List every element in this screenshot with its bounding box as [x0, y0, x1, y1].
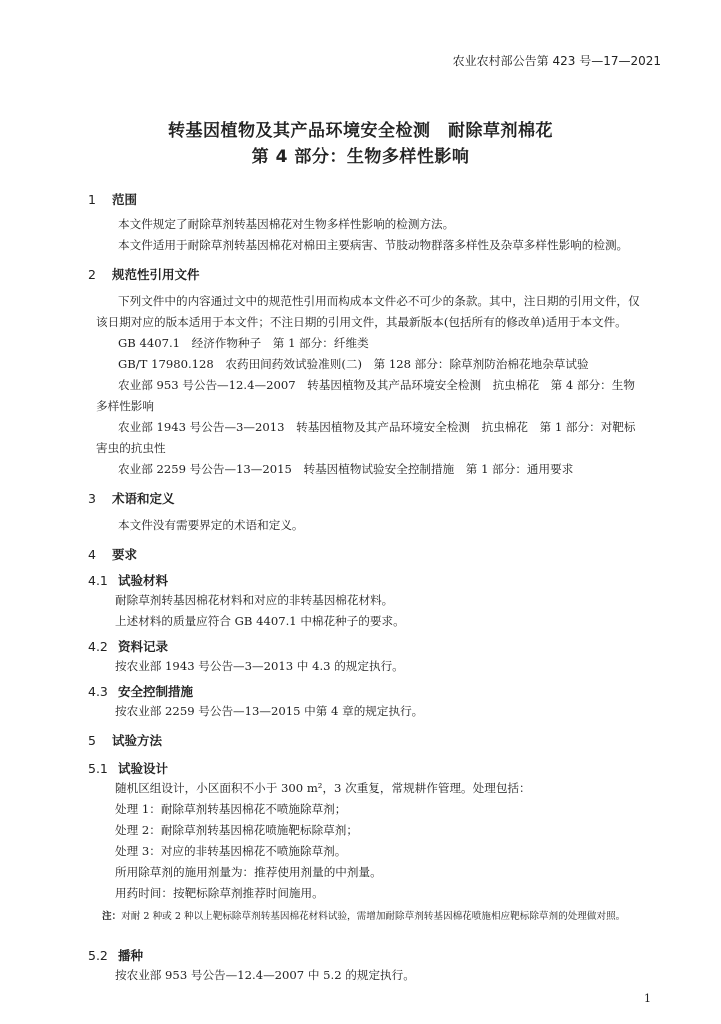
section-title: 规范性引用文件 [112, 267, 200, 282]
references-intro-line1: 下列文件中的内容通过文中的规范性引用而构成本文件必不可少的条款。其中，注日期的引用文件，仅 [118, 294, 640, 308]
subsection-title: 安全控制措施 [118, 684, 194, 699]
section-3-heading [88, 489, 175, 507]
subsection-title: 资料记录 [118, 639, 169, 654]
reference-item-line2: 害虫的抗虫性 [96, 441, 166, 455]
document-reference: 农业农村部公告第 423 号—17—2021 [452, 54, 661, 68]
records-paragraph: 按农业部 1943 号公告—3—2013 中 4.3 的规定执行。 [115, 659, 404, 673]
reference-item: GB/T 17980.128 农药田间药效试验准则(二) 第 128 部分：除草剂防治棉花地杂草试验 [118, 357, 589, 371]
subsection-number: 4.1 [88, 573, 108, 588]
section-number: 5 [88, 733, 96, 748]
section-4-heading [88, 545, 137, 563]
subsection-4-2-heading [88, 637, 168, 655]
note-label: 注： [102, 911, 122, 922]
section-number: 1 [88, 192, 96, 207]
note [102, 908, 657, 925]
document-title-line2: 第 4 部分：生物多样性影响 [251, 147, 470, 167]
section-2-heading [88, 265, 200, 283]
application-time: 用药时间：按靶标除草剂推荐时间施用。 [115, 886, 324, 900]
references-intro-line2: 该日期对应的版本适用于本文件；不注日期的引用文件，其最新版本(包括所有的修改单)适用于本文件。 [96, 315, 627, 329]
section-title: 术语和定义 [112, 491, 175, 506]
reference-item-line1: 农业部 1943 号公告—3—2013 转基因植物及其产品环境安全检测 抗虫棉花 第 1 部分：对靶标 [118, 420, 636, 434]
materials-paragraph-1: 耐除草剂转基因棉花材料和对应的非转基因棉花材料。 [115, 593, 394, 607]
reference-item: 农业部 2259 号公告—13—2015 转基因植物试验安全控制措施 第 1 部分：通用要求 [118, 462, 574, 476]
section-5-heading [88, 731, 162, 749]
scope-paragraph-2: 本文件适用于耐除草剂转基因棉花对棉田主要病害、节肢动物群落多样性及杂草多样性影响的检测。 [118, 238, 629, 252]
treatment-3: 处理 3：对应的非转基因棉花不喷施除草剂。 [115, 844, 347, 858]
reference-item-line2: 多样性影响 [96, 399, 154, 413]
design-paragraph: 随机区组设计，小区面积不小于 300 m²，3 次重复，常规耕作管理。处理包括： [115, 781, 531, 795]
note-text: 对耐 2 种或 2 种以上靶标除草剂转基因棉花材料试验，需增加耐除草剂转基因棉花喷施相应靶标除草剂的处理做对照。 [121, 911, 626, 922]
subsection-4-3-heading [88, 682, 193, 700]
subsection-title: 试验材料 [118, 573, 169, 588]
treatment-2: 处理 2：耐除草剂转基因棉花喷施靶标除草剂； [115, 823, 358, 837]
reference-item: GB 4407.1 经济作物种子 第 1 部分：纤维类 [118, 336, 369, 350]
terms-paragraph: 本文件没有需要界定的术语和定义。 [118, 518, 304, 532]
section-number: 4 [88, 547, 96, 562]
subsection-number: 4.3 [88, 684, 108, 699]
section-title: 试验方法 [112, 733, 163, 748]
scope-paragraph-1: 本文件规定了耐除草剂转基因棉花对生物多样性影响的检测方法。 [118, 217, 455, 231]
section-title: 范围 [112, 192, 138, 207]
subsection-5-2-heading [88, 946, 143, 964]
section-number: 2 [88, 267, 96, 282]
subsection-number: 5.2 [88, 948, 108, 963]
treatment-1: 处理 1：耐除草剂转基因棉花不喷施除草剂； [115, 802, 347, 816]
sowing-paragraph: 按农业部 953 号公告—12.4—2007 中 5.2 的规定执行。 [115, 968, 415, 982]
herbicide-dose: 所用除草剂的施用剂量为：推荐使用剂量的中剂量。 [115, 865, 382, 879]
subsection-number: 5.1 [88, 761, 108, 776]
section-title: 要求 [112, 547, 138, 562]
materials-paragraph-2: 上述材料的质量应符合 GB 4407.1 中棉花种子的要求。 [115, 614, 405, 628]
document-title-line1: 转基因植物及其产品环境安全检测 耐除草剂棉花 [168, 121, 553, 141]
section-1-heading [88, 190, 137, 208]
page-number: 1 [644, 992, 651, 1005]
subsection-number: 4.2 [88, 639, 108, 654]
subsection-4-1-heading [88, 571, 168, 589]
safety-control-paragraph: 按农业部 2259 号公告—13—2015 中第 4 章的规定执行。 [115, 704, 424, 718]
reference-item-line1: 农业部 953 号公告—12.4—2007 转基因植物及其产品环境安全检测 抗虫棉花 第 4 部分：生物 [118, 378, 635, 392]
subsection-5-1-heading [88, 759, 168, 777]
section-number: 3 [88, 491, 96, 506]
subsection-title: 试验设计 [118, 761, 169, 776]
subsection-title: 播种 [118, 948, 144, 963]
